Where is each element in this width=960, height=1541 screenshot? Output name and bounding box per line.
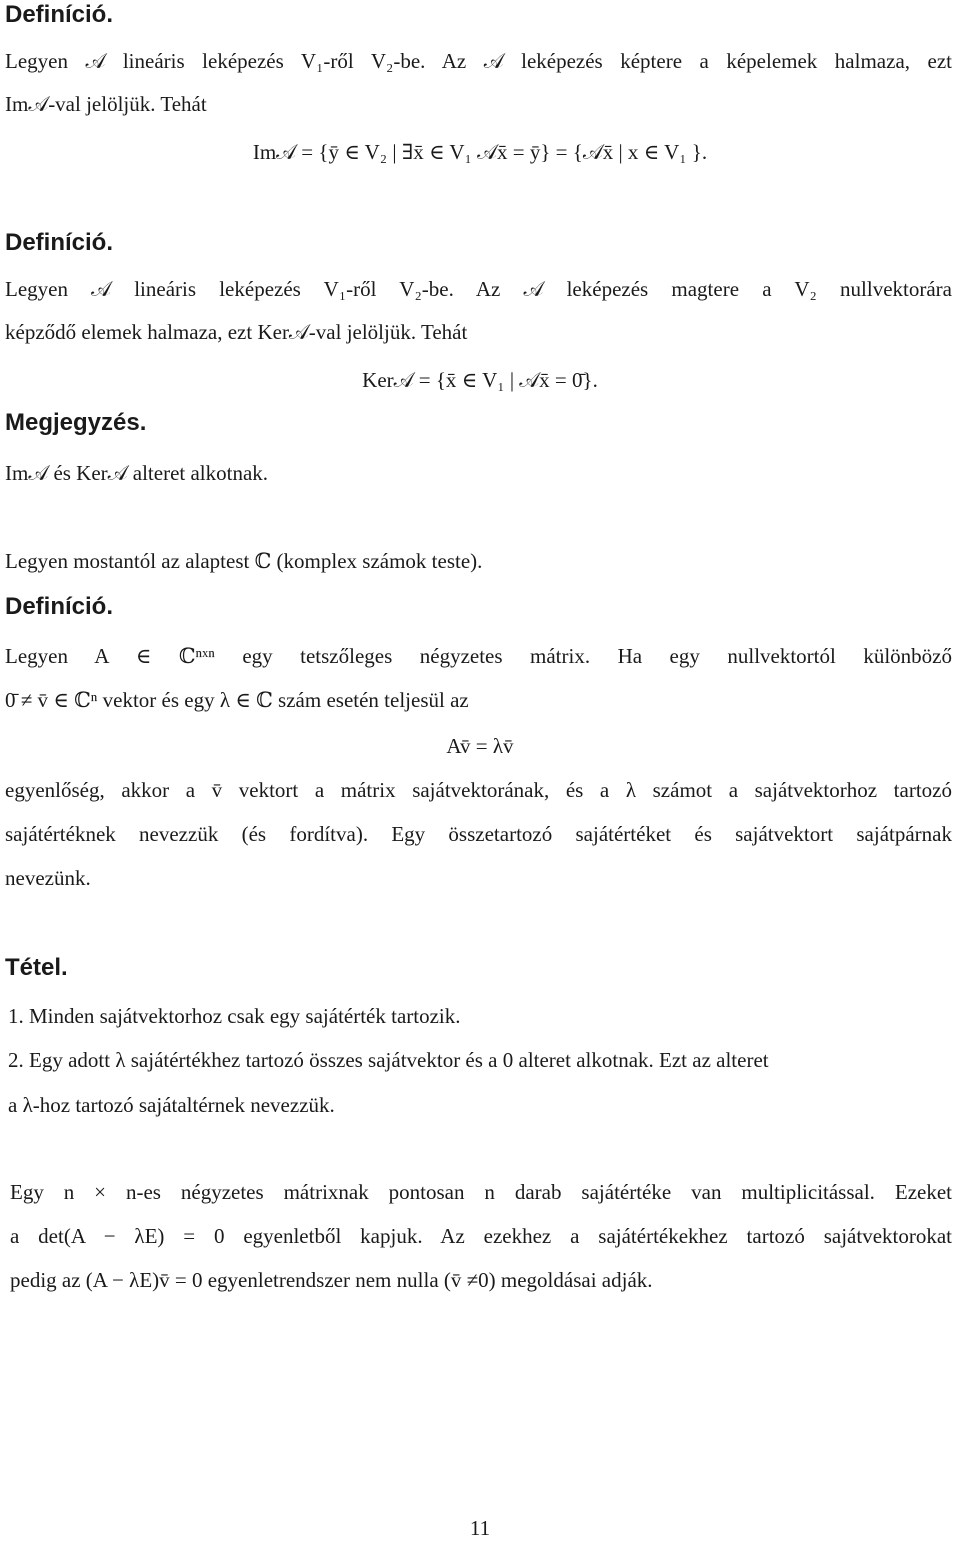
eigen-formula: Av̄ = λv̄: [446, 734, 514, 758]
kernel-formula: Ker𝒜 = {x̄ ∈ V₁ | 𝒜x̄ = 0̄}.: [362, 368, 598, 392]
definition-text-line: Legyen A ∈ ℂⁿˣⁿ egy tetszőleges négyzetes mátrix. Ha egy nullvektortól különböző: [5, 644, 952, 668]
page-number: 11: [469, 1516, 491, 1540]
closing-line: a det(A − λE) = 0 egyenletből kapjuk. Az ezekhez a sajátértékekhez tartozó sajátvektorokat: [10, 1224, 952, 1248]
definition-heading: Definíció.: [5, 229, 114, 256]
theorem-heading: Tétel.: [5, 954, 68, 981]
definition-text-line: 0̄ ≠ v̄ ∈ ℂⁿ vektor és egy λ ∈ ℂ szám esetén teljesül az: [5, 688, 469, 712]
note-text: Im𝒜 és Ker𝒜 alteret alkotnak.: [5, 461, 269, 485]
field-sentence: Legyen mostantól az alaptest ℂ (komplex számok teste).: [5, 549, 483, 573]
closing-line: Egy n × n-es négyzetes mátrixnak pontosan n darab sajátértéke van multiplicitással. Ezeket: [10, 1180, 952, 1204]
theorem-item: 1. Minden sajátvektorhoz csak egy sajátérték tartozik.: [8, 1004, 461, 1028]
definition-text-line: egyenlőség, akkor a v̄ vektort a mátrix sajátvektorának, és a λ számot a sajátvektorhoz tartozó: [5, 778, 952, 802]
note-heading: Megjegyzés.: [5, 409, 147, 436]
definition-text-line: Legyen 𝒜 lineáris leképezés V₁-ről V₂-be. Az 𝒜 leképezés képtere a képelemek halmaza, ezt: [5, 49, 952, 73]
definition-heading: Definíció.: [5, 593, 114, 620]
definition-text-line: képződő elemek halmaza, ezt Ker𝒜-val jelöljük. Tehát: [5, 320, 468, 344]
definition-heading: Definíció.: [5, 1, 114, 28]
definition-text-line: nevezünk.: [5, 866, 91, 890]
theorem-item: a λ-hoz tartozó sajátaltérnek nevezzük.: [8, 1093, 335, 1117]
closing-line: pedig az (A − λE)v̄ = 0 egyenletrendszer nem nulla (v̄ ≠0) megoldásai adják.: [10, 1268, 653, 1292]
definition-text-line: Im𝒜-val jelöljük. Tehát: [5, 92, 207, 116]
definition-text-line: sajátértéknek nevezzük (és fordítva). Egy összetartozó sajátértéket és sajátvektort sajátpárnak: [5, 822, 952, 846]
image-formula: Im𝒜 = {ȳ ∈ V₂ | ∃x̄ ∈ V₁ 𝒜x̄ = ȳ} = {𝒜x̄ | x ∈ V₁ }.: [252, 140, 708, 164]
definition-text-line: Legyen 𝒜 lineáris leképezés V₁-ről V₂-be. Az 𝒜 leképezés magtere a V₂ nullvektorára: [5, 277, 952, 301]
theorem-item: 2. Egy adott λ sajátértékhez tartozó összes sajátvektor és a 0 alteret alkotnak. Ezt az alteret: [8, 1048, 769, 1072]
